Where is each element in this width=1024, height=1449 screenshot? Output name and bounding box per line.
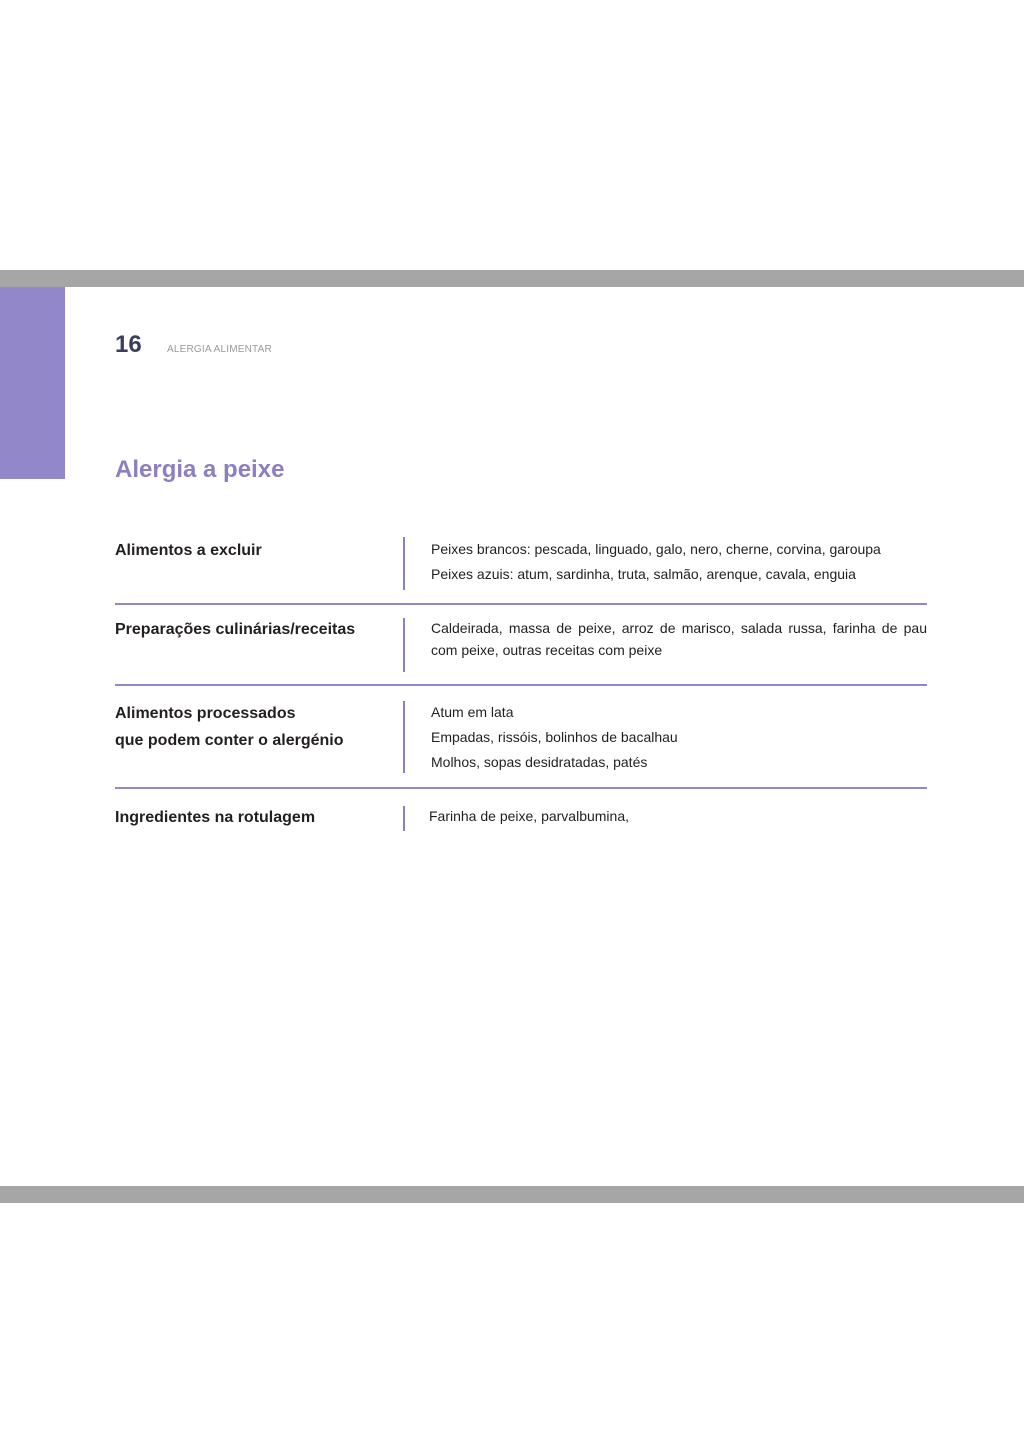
row-content-line: Molhos, sopas desidratadas, patés (431, 754, 648, 770)
table-row (115, 616, 927, 674)
row-label-line: que podem conter o alergénio (115, 732, 344, 749)
row-content-line: Farinha de peixe, parvalbumina, (429, 808, 630, 824)
row-content-line: Peixes azuis: atum, sardinha, truta, salmão, arenque, cavala, enguia (431, 566, 856, 582)
row-content: Caldeirada, massa de peixe, arroz de marisco, salada russa, farinha de pau com peixe, outras receitas com peixe (431, 620, 927, 658)
column-divider (403, 806, 405, 831)
column-divider (403, 618, 405, 672)
section-title: Alergia a peixe (115, 456, 285, 483)
running-header: ALERGIA ALIMENTAR (167, 344, 272, 355)
row-label-line: Alimentos processados (115, 705, 296, 722)
table-row (115, 700, 927, 776)
bottom-gray-band (0, 1186, 1024, 1203)
page-number: 16 (115, 331, 142, 358)
row-label (115, 700, 395, 754)
row-content-line: Peixes brancos: pescada, linguado, galo, nero, cherne, corvina, garoupa (431, 541, 881, 557)
row-content (431, 537, 927, 587)
row-content-line: Atum em lata (431, 704, 514, 720)
row-label-line: Preparações culinárias/receitas (115, 621, 356, 638)
side-color-tab (0, 287, 65, 479)
top-gray-band (0, 270, 1024, 287)
row-separator (115, 603, 927, 605)
row-content (429, 804, 925, 829)
row-label-line: Alimentos a excluir (115, 542, 262, 559)
row-content-line: Empadas, rissóis, bolinhos de bacalhau (431, 729, 678, 745)
row-label (115, 537, 395, 564)
row-separator (115, 684, 927, 686)
row-label (115, 804, 395, 831)
column-divider (403, 537, 405, 590)
table-row (115, 804, 927, 834)
table-row (115, 537, 927, 593)
row-content (431, 700, 927, 775)
row-separator (115, 787, 927, 789)
row-label-line: Ingredientes na rotulagem (115, 809, 316, 826)
row-label (115, 616, 395, 643)
column-divider (403, 701, 405, 773)
